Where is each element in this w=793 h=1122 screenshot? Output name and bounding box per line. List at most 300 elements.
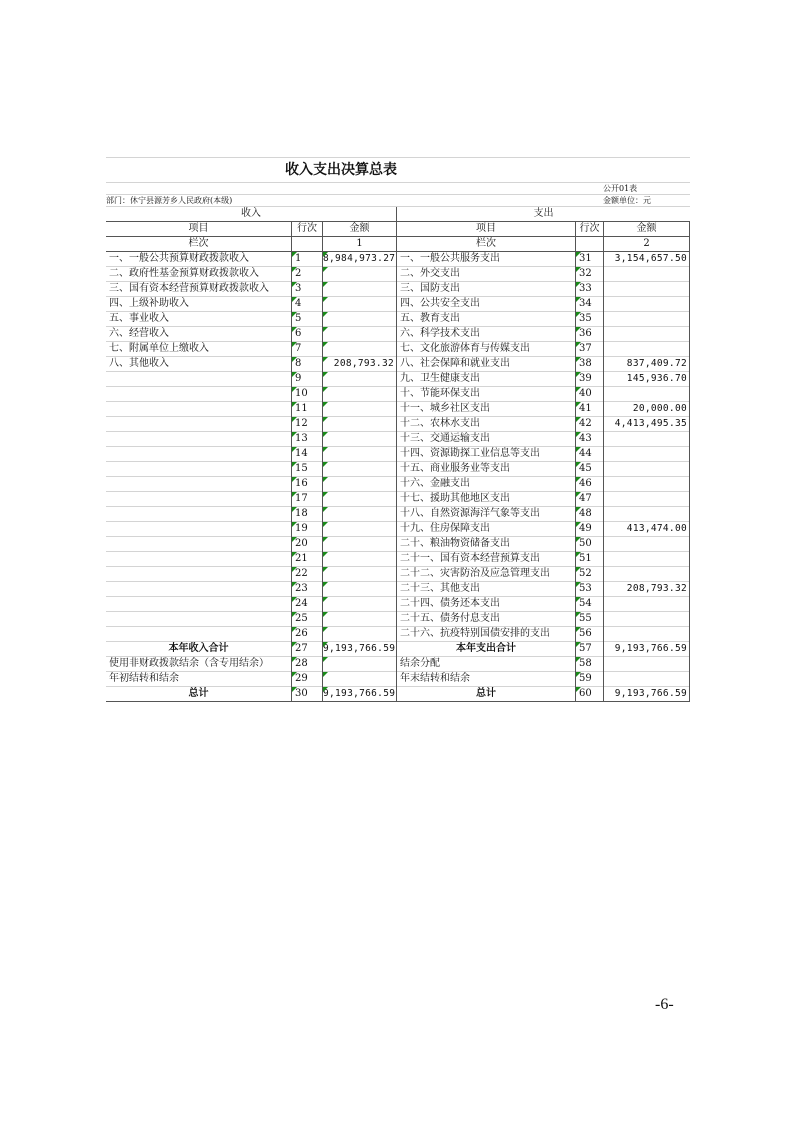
cell-marker-icon (323, 447, 328, 452)
income-line-no-text: 4 (295, 298, 302, 309)
expense-amount (603, 267, 690, 282)
income-item (106, 492, 291, 507)
expense-item (396, 672, 575, 687)
cell-marker-icon (576, 432, 581, 437)
income-amount (322, 417, 396, 432)
expense-line-no (575, 282, 603, 297)
expense-item (396, 312, 575, 327)
cell-marker-icon (576, 327, 581, 332)
expense-line-no-text: 37 (579, 343, 592, 354)
income-item-text: 二、政府性基金预算财政拨款收入 (109, 268, 259, 279)
income-item (106, 522, 291, 537)
expense-line-no (575, 267, 603, 282)
cell-marker-icon (576, 267, 581, 272)
cell-marker-icon (576, 462, 581, 467)
cell-marker-icon (323, 372, 328, 377)
expense-item (396, 642, 575, 657)
table-row (106, 597, 690, 612)
income-line-no (291, 432, 322, 447)
expense-line-no (575, 357, 603, 372)
expense-line-no (575, 402, 603, 417)
form-code-row (106, 183, 690, 195)
expense-line-no-text: 40 (579, 388, 592, 399)
income-line-no (291, 342, 322, 357)
cell-marker-icon (323, 282, 328, 287)
table-row (106, 387, 690, 402)
expense-line-no (575, 567, 603, 582)
expense-line-no (575, 387, 603, 402)
cell-marker-icon (292, 597, 297, 602)
income-line-no (291, 402, 322, 417)
expense-line-no-text: 44 (579, 448, 592, 459)
expense-item (396, 507, 575, 522)
income-line-no-text: 2 (295, 268, 302, 279)
income-item-text: 五、事业收入 (109, 313, 169, 324)
income-item (106, 357, 291, 372)
income-line-no-text: 6 (295, 328, 302, 339)
income-line-no (291, 522, 322, 537)
expense-item-text: 总计 (476, 688, 496, 699)
expense-item-text: 二十六、抗疫特别国债安排的支出 (400, 628, 550, 639)
expense-amount (603, 507, 690, 522)
income-amount (322, 312, 396, 327)
expense-item-text: 二十五、债务付息支出 (400, 613, 500, 624)
expense-line-no-text: 50 (579, 538, 592, 549)
cell-marker-icon (576, 672, 581, 677)
income-amount (322, 582, 396, 597)
expense-line-no (575, 672, 603, 687)
cell-marker-icon (323, 417, 328, 422)
income-col-index: 1 (322, 237, 396, 252)
cell-marker-icon (576, 507, 581, 512)
income-line-no-text: 19 (295, 523, 308, 534)
income-amount (322, 432, 396, 447)
cell-marker-icon (576, 447, 581, 452)
income-amount-text: 9,193,766.59 (323, 688, 396, 699)
income-item (106, 537, 291, 552)
income-item-text: 四、上级补助收入 (109, 298, 189, 309)
cell-marker-icon (292, 447, 297, 452)
table-row (106, 312, 690, 327)
income-item (106, 372, 291, 387)
expense-line-no-text: 59 (579, 673, 592, 684)
expense-amount (603, 342, 690, 357)
expense-item (396, 657, 575, 672)
income-line-header: 行次 (291, 222, 322, 237)
cell-marker-icon (292, 402, 297, 407)
income-item-text: 使用非财政拨款结余（含专用结余） (109, 658, 269, 669)
unit-label: 金额单位：元 (603, 196, 651, 205)
table-row (106, 432, 690, 447)
table-row (106, 252, 690, 267)
cell-marker-icon (576, 282, 581, 287)
cell-marker-icon (292, 537, 297, 542)
expense-item (396, 687, 575, 702)
table-row (106, 552, 690, 567)
table-row (106, 417, 690, 432)
expense-amount (603, 432, 690, 447)
income-line-no-text: 10 (295, 388, 308, 399)
expense-amount-text: 145,936.70 (626, 373, 687, 384)
statement-rows (106, 252, 690, 702)
expense-item-text: 十四、资源勘探工业信息等支出 (400, 448, 540, 459)
income-amount (322, 567, 396, 582)
table-row (106, 342, 690, 357)
income-line-no-text: 11 (295, 403, 308, 414)
income-item (106, 567, 291, 582)
expense-item-text: 结余分配 (400, 658, 440, 669)
expense-amount (603, 312, 690, 327)
expense-line-header: 行次 (575, 222, 603, 237)
income-amount (322, 672, 396, 687)
cell-marker-icon (292, 687, 297, 692)
income-item (106, 477, 291, 492)
expense-item (396, 627, 575, 642)
cell-marker-icon (323, 297, 328, 302)
income-line-no (291, 597, 322, 612)
expense-item-text: 二十三、其他支出 (400, 583, 480, 594)
cell-marker-icon (323, 312, 328, 317)
cell-marker-icon (292, 357, 297, 362)
cell-marker-icon (292, 462, 297, 467)
expense-line-no-text: 34 (579, 298, 592, 309)
income-line-no-text: 22 (295, 568, 308, 579)
income-amount (322, 267, 396, 282)
income-amount (322, 627, 396, 642)
income-line-no-text: 13 (295, 433, 308, 444)
income-line-no-text: 9 (295, 373, 302, 384)
cell-marker-icon (323, 567, 328, 572)
expense-amount (603, 597, 690, 612)
expense-line-no-text: 47 (579, 493, 592, 504)
cell-marker-icon (323, 492, 328, 497)
expense-item-text: 二十一、国有资本经营预算支出 (400, 553, 540, 564)
income-line-no (291, 537, 322, 552)
cell-marker-icon (323, 387, 328, 392)
cell-marker-icon (323, 357, 328, 362)
income-line-no-text: 1 (295, 253, 302, 264)
income-amount (322, 522, 396, 537)
cell-marker-icon (323, 477, 328, 482)
income-amount (322, 477, 396, 492)
income-item (106, 267, 291, 282)
expense-line-no (575, 297, 603, 312)
income-col-index-blank (291, 237, 322, 252)
title-row (106, 157, 690, 183)
expense-amount (603, 447, 690, 462)
cell-marker-icon (576, 537, 581, 542)
cell-marker-icon (323, 657, 328, 662)
expense-amount (603, 357, 690, 372)
expense-line-no (575, 492, 603, 507)
income-line-no (291, 552, 322, 567)
table-row (106, 297, 690, 312)
expense-line-no-text: 39 (579, 373, 592, 384)
expense-item-text: 十七、援助其他地区支出 (400, 493, 510, 504)
cell-marker-icon (576, 582, 581, 587)
expense-line-no-text: 31 (579, 253, 592, 264)
table-row (106, 507, 690, 522)
cell-marker-icon (292, 327, 297, 332)
cell-marker-icon (292, 282, 297, 287)
income-line-no (291, 462, 322, 477)
expense-line-no (575, 342, 603, 357)
income-line-no (291, 477, 322, 492)
income-amount (322, 687, 396, 702)
expense-item-text: 六、科学技术支出 (400, 328, 480, 339)
income-amount (322, 372, 396, 387)
income-amount (322, 387, 396, 402)
expense-item (396, 432, 575, 447)
page-title: 收入支出决算总表 (285, 162, 397, 178)
table-row (106, 582, 690, 597)
cell-marker-icon (576, 297, 581, 302)
expense-amount (603, 462, 690, 477)
expense-item-text: 二十、粮油物资储备支出 (400, 538, 510, 549)
expense-item-text: 十一、城乡社区支出 (400, 403, 490, 414)
expense-amount (603, 627, 690, 642)
department-row (106, 195, 690, 207)
expense-line-no-text: 43 (579, 433, 592, 444)
expense-line-no (575, 597, 603, 612)
income-line-no-text: 26 (295, 628, 308, 639)
expense-line-no (575, 507, 603, 522)
income-item-text: 本年收入合计 (168, 643, 229, 654)
cell-marker-icon (323, 522, 328, 527)
expense-item-text: 四、公共安全支出 (400, 298, 480, 309)
income-amount (322, 552, 396, 567)
expense-item (396, 477, 575, 492)
cell-marker-icon (576, 687, 581, 692)
cell-marker-icon (292, 387, 297, 392)
income-amount (322, 447, 396, 462)
income-line-no (291, 327, 322, 342)
expense-line-no-text: 38 (579, 358, 592, 369)
cell-marker-icon (292, 267, 297, 272)
expense-line-no-text: 51 (579, 553, 592, 564)
income-line-no (291, 507, 322, 522)
expense-line-no (575, 552, 603, 567)
cell-marker-icon (576, 657, 581, 662)
cell-marker-icon (292, 417, 297, 422)
cell-marker-icon (576, 492, 581, 497)
income-line-no-text: 29 (295, 673, 308, 684)
income-item (106, 612, 291, 627)
income-line-no-text: 25 (295, 613, 308, 624)
expense-amount (603, 672, 690, 687)
income-line-no-text: 30 (295, 688, 308, 699)
income-line-no-text: 14 (295, 448, 308, 459)
expense-item (396, 537, 575, 552)
income-item (106, 417, 291, 432)
income-line-no-text: 21 (295, 553, 308, 564)
income-amount (322, 342, 396, 357)
cell-marker-icon (323, 642, 328, 647)
cell-marker-icon (292, 477, 297, 482)
cell-marker-icon (292, 297, 297, 302)
table-row (106, 477, 690, 492)
expense-line-no-text: 46 (579, 478, 592, 489)
cell-marker-icon (576, 552, 581, 557)
cell-marker-icon (576, 372, 581, 377)
expense-col-index-label: 栏次 (396, 237, 575, 252)
expense-amount (603, 522, 690, 537)
income-line-no-text: 24 (295, 598, 308, 609)
cell-marker-icon (292, 612, 297, 617)
table-row (106, 447, 690, 462)
expense-line-no (575, 327, 603, 342)
income-line-no-text: 8 (295, 358, 302, 369)
expense-item-text: 十三、交通运输支出 (400, 433, 490, 444)
income-amount (322, 612, 396, 627)
income-item (106, 432, 291, 447)
income-line-no-text: 23 (295, 583, 308, 594)
income-line-no (291, 417, 322, 432)
table-row (106, 567, 690, 582)
income-amount (322, 537, 396, 552)
income-item (106, 447, 291, 462)
cell-marker-icon (323, 507, 328, 512)
cell-marker-icon (576, 402, 581, 407)
income-line-no (291, 657, 322, 672)
income-amount-text: 8,984,973.27 (323, 253, 396, 264)
income-line-no-text: 16 (295, 478, 308, 489)
income-amount (322, 297, 396, 312)
income-amount (322, 462, 396, 477)
cell-marker-icon (292, 507, 297, 512)
cell-marker-icon (323, 687, 328, 692)
expense-line-no-text: 60 (579, 688, 592, 699)
expense-line-no (575, 537, 603, 552)
income-item-text: 七、附属单位上缴收入 (109, 343, 209, 354)
income-amount (322, 327, 396, 342)
expense-amount-text: 20,000.00 (632, 403, 687, 414)
expense-item (396, 462, 575, 477)
cell-marker-icon (323, 402, 328, 407)
expense-item-text: 五、教育支出 (400, 313, 460, 324)
expense-section-label: 支出 (396, 207, 690, 222)
expense-item-text: 二、外交支出 (400, 268, 460, 279)
income-section-label: 收入 (241, 208, 261, 219)
income-item (106, 402, 291, 417)
expense-amount (603, 552, 690, 567)
expense-item-text: 十二、农林水支出 (400, 418, 480, 429)
column-index-row (106, 237, 690, 252)
expense-item-text: 十八、自然资源海洋气象等支出 (400, 508, 540, 519)
expense-col-index-blank (575, 237, 603, 252)
income-line-no-text: 3 (295, 283, 302, 294)
income-amount (322, 642, 396, 657)
income-amount (322, 597, 396, 612)
expense-line-no-text: 52 (579, 568, 592, 579)
expense-line-no (575, 312, 603, 327)
cell-marker-icon (323, 342, 328, 347)
income-amount (322, 657, 396, 672)
financial-statement-sheet (106, 157, 690, 702)
cell-marker-icon (292, 567, 297, 572)
expense-item (396, 552, 575, 567)
expense-item-text: 十九、住房保障支出 (400, 523, 490, 534)
expense-line-no (575, 522, 603, 537)
expense-line-no-text: 55 (579, 613, 592, 624)
expense-item (396, 282, 575, 297)
cell-marker-icon (292, 672, 297, 677)
expense-amount-header: 金额 (603, 222, 690, 237)
income-amount (322, 282, 396, 297)
income-line-no (291, 642, 322, 657)
expense-amount (603, 402, 690, 417)
table-row (106, 642, 690, 657)
expense-item-text: 十五、商业服务业等支出 (400, 463, 510, 474)
cell-marker-icon (323, 672, 328, 677)
expense-item (396, 252, 575, 267)
expense-line-no-text: 53 (579, 583, 592, 594)
income-item (106, 252, 291, 267)
expense-line-no (575, 627, 603, 642)
cell-marker-icon (323, 582, 328, 587)
table-row (106, 657, 690, 672)
income-item (106, 297, 291, 312)
expense-amount (603, 582, 690, 597)
income-line-no (291, 447, 322, 462)
table-row (106, 537, 690, 552)
income-item (106, 387, 291, 402)
expense-line-no-text: 49 (579, 523, 592, 534)
income-item (106, 552, 291, 567)
expense-item (396, 342, 575, 357)
expense-amount (603, 657, 690, 672)
cell-marker-icon (292, 642, 297, 647)
income-item (106, 687, 291, 702)
cell-marker-icon (323, 327, 328, 332)
expense-line-no (575, 252, 603, 267)
cell-marker-icon (576, 627, 581, 632)
income-line-no (291, 267, 322, 282)
expense-item-text: 年末结转和结余 (400, 673, 470, 684)
income-line-no (291, 387, 322, 402)
cell-marker-icon (323, 462, 328, 467)
expense-amount (603, 537, 690, 552)
cell-marker-icon (576, 387, 581, 392)
cell-marker-icon (292, 312, 297, 317)
cell-marker-icon (323, 612, 328, 617)
expense-line-no-text: 45 (579, 463, 592, 474)
income-item (106, 312, 291, 327)
table-row (106, 372, 690, 387)
income-line-no (291, 672, 322, 687)
income-line-no (291, 612, 322, 627)
expense-line-no (575, 447, 603, 462)
cell-marker-icon (292, 342, 297, 347)
cell-marker-icon (323, 597, 328, 602)
cell-marker-icon (292, 372, 297, 377)
expense-item (396, 267, 575, 282)
cell-marker-icon (576, 522, 581, 527)
income-item-text: 一、一般公共预算财政拨款收入 (109, 253, 249, 264)
income-item-text: 六、经营收入 (109, 328, 169, 339)
expense-line-no-text: 41 (579, 403, 592, 414)
income-line-no (291, 372, 322, 387)
expense-line-no-text: 57 (579, 643, 592, 654)
income-line-no-text: 17 (295, 493, 308, 504)
income-amount (322, 357, 396, 372)
income-line-no (291, 582, 322, 597)
form-code: 公开01表 (603, 184, 638, 193)
expense-line-no-text: 58 (579, 658, 592, 669)
page-number: -6- (655, 996, 674, 1013)
income-item (106, 582, 291, 597)
expense-item-header: 项目 (396, 222, 575, 237)
